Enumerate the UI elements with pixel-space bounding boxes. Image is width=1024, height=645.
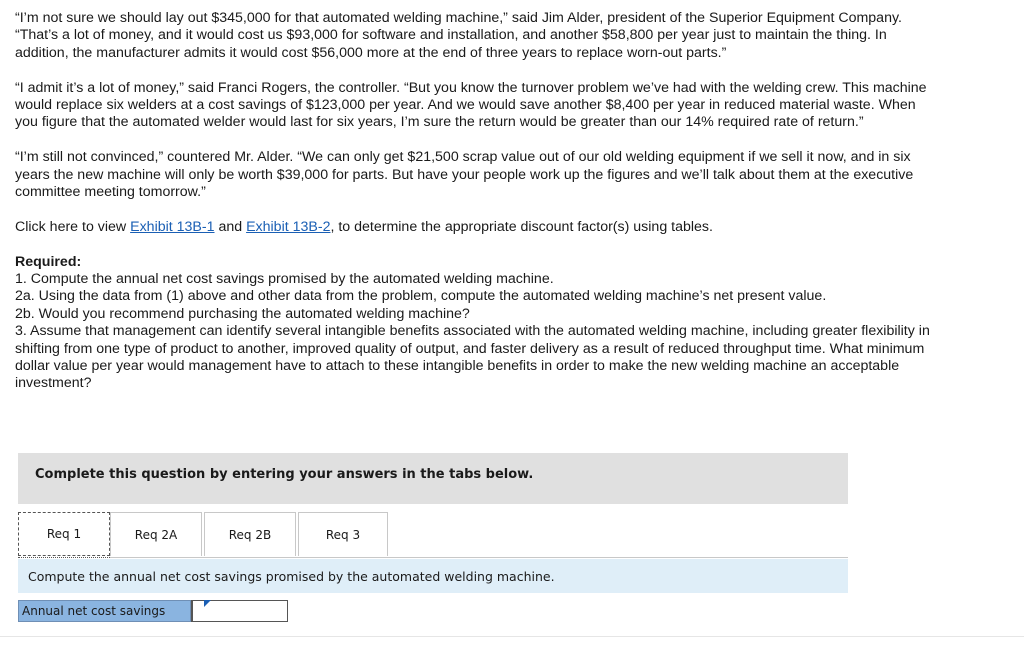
requirement-2a: 2a. Using the data from (1) above and other data from the problem, compute the automated welding machine’s net present value. — [15, 288, 827, 305]
tab-underline — [110, 557, 848, 558]
exhibit-middle: and — [214, 218, 247, 235]
tab-req-2a[interactable]: Req 2A — [110, 512, 202, 556]
prompt-text: Compute the annual net cost savings promised by the automated welding machine. — [28, 569, 555, 584]
exhibit-13b-1-link[interactable]: Exhibit 13B-1 — [130, 218, 215, 235]
prompt-bar — [18, 559, 848, 593]
input-corner-marker — [204, 600, 211, 607]
exhibit-13b-2-link[interactable]: Exhibit 13B-2 — [246, 218, 331, 235]
tab-req-2b[interactable]: Req 2B — [204, 512, 296, 556]
required-heading: Required: — [15, 253, 82, 270]
instruction-banner — [18, 453, 848, 504]
requirement-tabs — [18, 512, 848, 558]
exhibit-prefix: Click here to view — [15, 218, 131, 235]
answer-row — [18, 600, 288, 622]
tab-req-3[interactable]: Req 3 — [298, 512, 388, 556]
instruction-text: Complete this question by entering your answers in the tabs below. — [35, 467, 534, 482]
requirement-2b: 2b. Would you recommend purchasing the automated welding machine? — [15, 305, 470, 322]
requirement-3: 3. Assume that management can identify several intangible benefits associated with the automated welding machine, including greater flexibility in shifting from one type of product to another, improved quality of output, and faster delivery as a result of reduced throughput time. What minimum dollar value per year would management have to attach to these intangible benefits in order to make the new welding machine an acceptable investment? — [15, 323, 930, 392]
paragraph-alder-reply: “I’m still not convinced,” countered Mr. Alder. “We can only get $21,500 scrap value out of our old welding equipment if we sell it now, and in six years the new machine will only be worth $39,000 for parts. But have your people work up the figures and we’ll talk about them at the executive committee meeting tomorrow.” — [15, 149, 914, 201]
bottom-divider — [0, 636, 1024, 637]
exhibit-suffix: , to determine the appropriate discount factor(s) using tables. — [330, 218, 713, 235]
exhibit-line — [15, 219, 935, 236]
paragraph-rogers: “I admit it’s a lot of money,” said Franci Rogers, the controller. “But you know the turnover problem we’ve had with the welding crew. This machine would replace six welders at a cost savings of $123,000 per year. And we would save another $8,400 per year in reduced material waste. When you figure that the automated welder would last for six years, I’m sure the return would be greater than our 14% required rate of return.” — [15, 79, 927, 131]
paragraph-alder: “I’m not sure we should lay out $345,000 for that automated welding machine,” said Jim Alder, president of the Superior Equipment Company. “That’s a lot of money, and it would cost us $93,000 for software and installation, and another $58,800 per year just to maintain the thing. In addition, the manufacturer admits it would cost $56,000 more at the end of three years to replace worn-out parts.” — [15, 10, 902, 61]
tab-req-1[interactable]: Req 1 — [18, 512, 110, 556]
annual-net-cost-savings-label: Annual net cost savings — [18, 600, 191, 622]
tab-underline-active — [18, 557, 110, 558]
requirements-block — [15, 254, 935, 393]
requirement-1: 1. Compute the annual net cost savings promised by the automated welding machine. — [15, 271, 554, 288]
problem-text — [15, 10, 935, 410]
